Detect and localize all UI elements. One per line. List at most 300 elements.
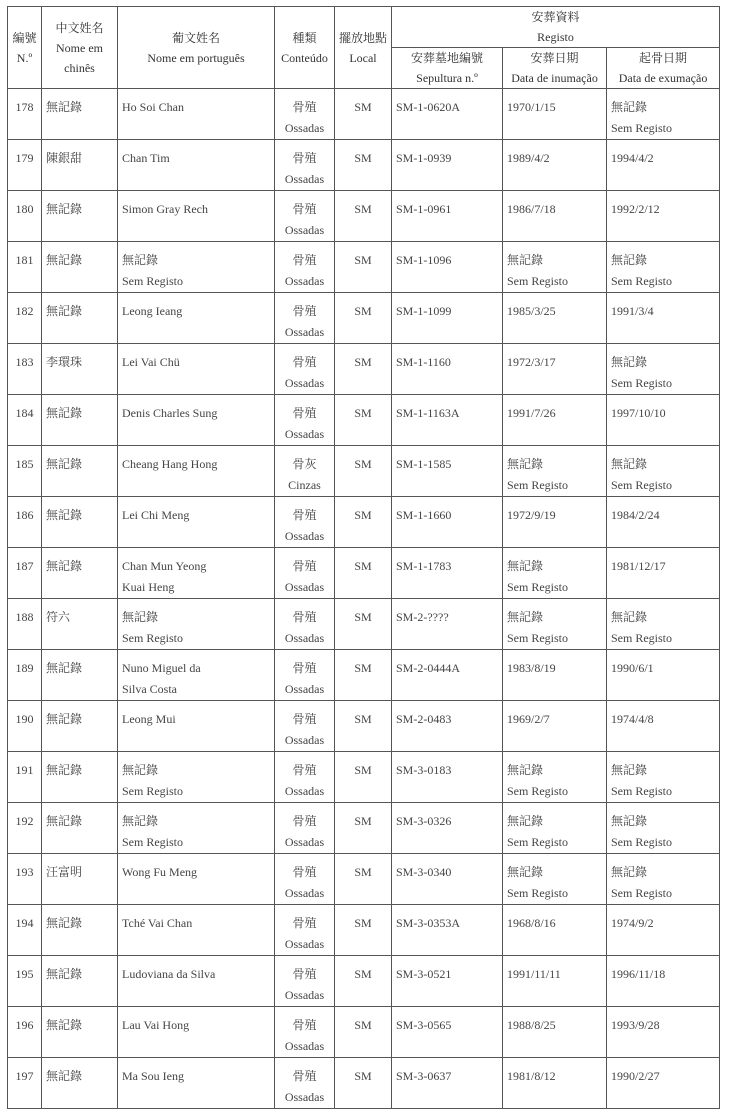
cell-grave-number: SM-1-1099 <box>392 293 503 344</box>
cell-burial-date <box>503 293 607 344</box>
header-exhumation-date <box>607 48 720 89</box>
cell-burial-date-line: Sem Registo <box>507 274 569 288</box>
cell-number: 190 <box>8 701 42 752</box>
cell-portuguese-name <box>118 395 275 446</box>
cell-burial-date-line: 1968/8/16 <box>507 916 556 930</box>
cell-content-line: Ossadas <box>284 988 325 1002</box>
cell-content-line: 骨殖 <box>292 100 317 114</box>
table-row <box>8 89 720 140</box>
cell-content <box>275 650 335 701</box>
cell-exhumation-date-line: Sem Registo <box>611 835 673 849</box>
cell-exhumation-date-line: 無記錄 <box>611 355 648 369</box>
cell-location: SM <box>335 650 392 701</box>
cell-burial-date-line: 1972/9/19 <box>507 508 556 522</box>
table-row <box>8 650 720 701</box>
cell-exhumation-date-line: 1994/4/2 <box>611 151 654 165</box>
header-content-pt: Conteúdo <box>281 50 328 65</box>
cell-content <box>275 497 335 548</box>
cell-content <box>275 854 335 905</box>
header-exhumation-date-zh: 起骨日期 <box>639 51 688 65</box>
cell-content-line: Ossadas <box>284 376 325 390</box>
cell-burial-date-line: 1981/8/12 <box>507 1069 556 1083</box>
cell-portuguese-name-line: Chan Tim <box>122 151 170 165</box>
cell-portuguese-name-line: Wong Fu Meng <box>122 865 198 879</box>
table-row <box>8 701 720 752</box>
cell-exhumation-date <box>607 89 720 140</box>
cell-exhumation-date-line: 無記錄 <box>611 814 648 828</box>
cell-portuguese-name <box>118 905 275 956</box>
cell-portuguese-name <box>118 497 275 548</box>
cell-number: 196 <box>8 1007 42 1058</box>
cell-content <box>275 140 335 191</box>
cell-location: SM <box>335 497 392 548</box>
header-chinese-name-pt2: chinês <box>64 60 95 75</box>
cell-burial-date-line: 無記錄 <box>507 763 544 777</box>
cell-portuguese-name-line: Leong Ieang <box>122 304 183 318</box>
cell-content-line: Ossadas <box>284 580 325 594</box>
cell-content-line: 骨殖 <box>292 304 317 318</box>
cell-exhumation-date <box>607 395 720 446</box>
cell-content-line: 骨殖 <box>292 814 317 828</box>
cell-content <box>275 191 335 242</box>
cell-number: 188 <box>8 599 42 650</box>
cell-exhumation-date-line: 1984/2/24 <box>611 508 660 522</box>
cell-exhumation-date-line: Sem Registo <box>611 121 673 135</box>
cell-location: SM <box>335 752 392 803</box>
cell-content-line: 骨殖 <box>292 508 317 522</box>
cell-content <box>275 395 335 446</box>
cell-burial-date-line: Sem Registo <box>507 784 569 798</box>
cell-location: SM <box>335 191 392 242</box>
cell-content-line: 骨殖 <box>292 967 317 981</box>
cell-location: SM <box>335 242 392 293</box>
cell-content <box>275 752 335 803</box>
cell-portuguese-name-line: Ludoviana da Silva <box>122 967 216 981</box>
cell-portuguese-name <box>118 752 275 803</box>
cell-content <box>275 599 335 650</box>
cell-chinese-name: 無記錄 <box>42 191 118 242</box>
header-exhumation-date-pt: Data de exumação <box>618 71 708 85</box>
cell-chinese-name: 無記錄 <box>42 905 118 956</box>
cell-burial-date-line: Sem Registo <box>507 580 569 594</box>
cell-number: 195 <box>8 956 42 1007</box>
cell-chinese-name: 無記錄 <box>42 497 118 548</box>
cell-location: SM <box>335 599 392 650</box>
cell-content-line: Ossadas <box>284 529 325 543</box>
cell-portuguese-name-line: Lau Vai Hong <box>122 1018 190 1032</box>
cell-grave-number: SM-3-0637 <box>392 1058 503 1109</box>
header-content <box>275 7 335 89</box>
header-burial-group-zh: 安葬資料 <box>531 10 580 24</box>
cell-exhumation-date-line: 無記錄 <box>611 457 648 471</box>
cell-portuguese-name <box>118 1058 275 1109</box>
cell-exhumation-date-line: Sem Registo <box>611 631 673 645</box>
table-row <box>8 191 720 242</box>
cell-location: SM <box>335 344 392 395</box>
cell-grave-number: SM-1-1163A <box>392 395 503 446</box>
cell-location: SM <box>335 1058 392 1109</box>
header-number-zh: 編號 <box>12 30 37 45</box>
cell-portuguese-name <box>118 548 275 599</box>
cell-grave-number: SM-3-0183 <box>392 752 503 803</box>
cell-burial-date <box>503 956 607 1007</box>
cell-content-line: Ossadas <box>284 733 325 747</box>
cell-portuguese-name-line: Lei Chi Meng <box>122 508 190 522</box>
header-chinese-name <box>42 7 118 89</box>
cell-portuguese-name-line: Chan Mun Yeong <box>122 559 207 573</box>
cell-exhumation-date-line: 1981/12/17 <box>611 559 666 573</box>
table-row <box>8 599 720 650</box>
header-chinese-name-zh: 中文姓名 <box>55 20 104 35</box>
cell-exhumation-date <box>607 1007 720 1058</box>
cell-burial-date <box>503 140 607 191</box>
cell-burial-date-line: 1986/7/18 <box>507 202 556 216</box>
cell-burial-date-line: Sem Registo <box>507 886 569 900</box>
cell-content <box>275 1007 335 1058</box>
header-location-pt: Local <box>349 50 377 65</box>
cell-burial-date <box>503 1007 607 1058</box>
cell-number: 185 <box>8 446 42 497</box>
cell-content <box>275 803 335 854</box>
cell-content-line: Ossadas <box>284 1039 325 1053</box>
cell-portuguese-name-line: 無記錄 <box>122 814 159 828</box>
cell-chinese-name: 無記錄 <box>42 548 118 599</box>
cell-burial-date <box>503 191 607 242</box>
cell-burial-date <box>503 752 607 803</box>
cell-burial-date <box>503 344 607 395</box>
cell-burial-date <box>503 854 607 905</box>
cell-exhumation-date <box>607 548 720 599</box>
cell-content-line: Ossadas <box>284 784 325 798</box>
header-grave-number-pt: Sepultura n.º <box>416 71 478 85</box>
cell-burial-date <box>503 497 607 548</box>
cell-grave-number: SM-1-1585 <box>392 446 503 497</box>
cell-location: SM <box>335 1007 392 1058</box>
table-row <box>8 395 720 446</box>
cell-grave-number: SM-3-0521 <box>392 956 503 1007</box>
cell-exhumation-date-line: 1996/11/18 <box>611 967 666 981</box>
cell-grave-number: SM-3-0326 <box>392 803 503 854</box>
cell-exhumation-date-line: 無記錄 <box>611 100 648 114</box>
table-row <box>8 446 720 497</box>
cell-number: 194 <box>8 905 42 956</box>
table-row <box>8 548 720 599</box>
cell-content-line: 骨殖 <box>292 202 317 216</box>
cell-exhumation-date <box>607 650 720 701</box>
cell-content-line: Ossadas <box>284 325 325 339</box>
cell-exhumation-date <box>607 599 720 650</box>
table-row <box>8 497 720 548</box>
cell-content-line: 骨殖 <box>292 355 317 369</box>
table-row <box>8 854 720 905</box>
cell-content-line: Ossadas <box>284 427 325 441</box>
cell-chinese-name: 無記錄 <box>42 752 118 803</box>
cell-content <box>275 242 335 293</box>
cell-chinese-name: 無記錄 <box>42 242 118 293</box>
table-row <box>8 344 720 395</box>
cell-content <box>275 446 335 497</box>
header-portuguese-name-zh: 葡文姓名 <box>171 30 220 45</box>
cell-content-line: Ossadas <box>284 121 325 135</box>
header-content-zh: 種類 <box>292 30 317 45</box>
cell-exhumation-date <box>607 956 720 1007</box>
table-row <box>8 242 720 293</box>
cell-chinese-name: 無記錄 <box>42 956 118 1007</box>
cell-chinese-name: 無記錄 <box>42 293 118 344</box>
cell-location: SM <box>335 854 392 905</box>
cell-burial-date <box>503 446 607 497</box>
cell-portuguese-name-line: Nuno Miguel da <box>122 661 201 675</box>
cell-number: 184 <box>8 395 42 446</box>
cell-exhumation-date-line: 無記錄 <box>611 763 648 777</box>
cell-location: SM <box>335 293 392 344</box>
cell-exhumation-date-line: Sem Registo <box>611 478 673 492</box>
cell-burial-date <box>503 599 607 650</box>
cell-exhumation-date-line: 1993/9/28 <box>611 1018 660 1032</box>
cell-burial-date-line: 1969/2/7 <box>507 712 550 726</box>
cell-location: SM <box>335 956 392 1007</box>
cell-exhumation-date <box>607 293 720 344</box>
cell-chinese-name: 無記錄 <box>42 89 118 140</box>
cell-portuguese-name-line: Leong Mui <box>122 712 176 726</box>
cell-burial-date-line: 無記錄 <box>507 559 544 573</box>
cell-number: 180 <box>8 191 42 242</box>
cell-exhumation-date-line: 1990/6/1 <box>611 661 654 675</box>
cell-portuguese-name <box>118 956 275 1007</box>
header-location-zh: 擺放地點 <box>338 30 387 45</box>
cell-grave-number: SM-1-0961 <box>392 191 503 242</box>
cell-burial-date <box>503 395 607 446</box>
header-burial-date <box>503 48 607 89</box>
cell-exhumation-date <box>607 854 720 905</box>
cell-exhumation-date-line: Sem Registo <box>611 274 673 288</box>
cell-location: SM <box>335 905 392 956</box>
cell-content-line: Ossadas <box>284 886 325 900</box>
cell-number: 189 <box>8 650 42 701</box>
cell-burial-date <box>503 242 607 293</box>
cell-portuguese-name-line: Ho Soi Chan <box>122 100 185 114</box>
cell-burial-date-line: 1991/11/11 <box>507 967 561 981</box>
cell-content-line: 骨殖 <box>292 865 317 879</box>
header-burial-group <box>392 7 720 48</box>
cell-portuguese-name <box>118 293 275 344</box>
cell-content-line: Ossadas <box>284 835 325 849</box>
cell-burial-date-line: Sem Registo <box>507 835 569 849</box>
cell-portuguese-name-line: Tché Vai Chan <box>122 916 193 930</box>
cell-portuguese-name-line: Lei Vai Chü <box>122 355 180 369</box>
cell-portuguese-name <box>118 344 275 395</box>
cell-exhumation-date-line: 1991/3/4 <box>611 304 654 318</box>
table-row <box>8 1007 720 1058</box>
header-grave-number-zh: 安葬墓地編號 <box>410 51 483 65</box>
cell-content <box>275 548 335 599</box>
cell-grave-number: SM-1-0620A <box>392 89 503 140</box>
header-location <box>335 7 392 89</box>
cell-burial-date-line: 1991/7/26 <box>507 406 556 420</box>
burial-records-table <box>7 6 720 1109</box>
cell-grave-number: SM-3-0340 <box>392 854 503 905</box>
cell-grave-number: SM-1-1096 <box>392 242 503 293</box>
cell-chinese-name: 無記錄 <box>42 650 118 701</box>
cell-content-line: Ossadas <box>284 1090 325 1104</box>
cell-burial-date-line: 無記錄 <box>507 814 544 828</box>
cell-portuguese-name <box>118 89 275 140</box>
cell-burial-date-line: 1970/1/15 <box>507 100 556 114</box>
header-burial-group-pt: Registo <box>537 30 574 44</box>
cell-number: 193 <box>8 854 42 905</box>
cell-exhumation-date-line: 1992/2/12 <box>611 202 660 216</box>
table-row <box>8 956 720 1007</box>
cell-burial-date <box>503 89 607 140</box>
table-row <box>8 293 720 344</box>
cell-grave-number: SM-1-1783 <box>392 548 503 599</box>
cell-chinese-name: 無記錄 <box>42 395 118 446</box>
cell-number: 183 <box>8 344 42 395</box>
table-row <box>8 905 720 956</box>
cell-chinese-name: 李環珠 <box>42 344 118 395</box>
cell-number: 191 <box>8 752 42 803</box>
cell-portuguese-name <box>118 242 275 293</box>
cell-burial-date-line: 1988/8/25 <box>507 1018 556 1032</box>
cell-chinese-name: 陳銀甜 <box>42 140 118 191</box>
cell-content-line: Ossadas <box>284 172 325 186</box>
cell-exhumation-date <box>607 905 720 956</box>
cell-content <box>275 956 335 1007</box>
cell-exhumation-date-line: 無記錄 <box>611 610 648 624</box>
cell-exhumation-date <box>607 446 720 497</box>
cell-exhumation-date <box>607 191 720 242</box>
cell-burial-date-line: Sem Registo <box>507 631 569 645</box>
cell-content-line: Ossadas <box>284 223 325 237</box>
cell-chinese-name: 無記錄 <box>42 1058 118 1109</box>
cell-content <box>275 344 335 395</box>
cell-content-line: 骨殖 <box>292 559 317 573</box>
cell-number: 192 <box>8 803 42 854</box>
cell-chinese-name: 無記錄 <box>42 1007 118 1058</box>
cell-number: 197 <box>8 1058 42 1109</box>
cell-portuguese-name <box>118 446 275 497</box>
cell-grave-number: SM-2-0483 <box>392 701 503 752</box>
cell-content-line: Ossadas <box>284 937 325 951</box>
cell-content <box>275 293 335 344</box>
cell-chinese-name: 無記錄 <box>42 446 118 497</box>
cell-portuguese-name-line: 無記錄 <box>122 763 159 777</box>
header-grave-number <box>392 48 503 89</box>
cell-content-line: 骨殖 <box>292 763 317 777</box>
cell-exhumation-date-line: Sem Registo <box>611 784 673 798</box>
cell-burial-date-line: 無記錄 <box>507 457 544 471</box>
header-portuguese-name <box>118 7 275 89</box>
cell-burial-date-line: 1972/3/17 <box>507 355 556 369</box>
cell-content-line: Ossadas <box>284 682 325 696</box>
cell-number: 187 <box>8 548 42 599</box>
cell-portuguese-name-line: Ma Sou Ieng <box>122 1069 184 1083</box>
cell-location: SM <box>335 446 392 497</box>
cell-content-line: 骨殖 <box>292 1018 317 1032</box>
cell-content <box>275 905 335 956</box>
cell-burial-date-line: Sem Registo <box>507 478 569 492</box>
cell-portuguese-name-line: Denis Charles Sung <box>122 406 218 420</box>
cell-content-line: 骨灰 <box>292 457 317 471</box>
cell-exhumation-date-line: 1990/2/27 <box>611 1069 660 1083</box>
cell-content-line: 骨殖 <box>292 712 317 726</box>
cell-grave-number: SM-3-0565 <box>392 1007 503 1058</box>
cell-portuguese-name <box>118 701 275 752</box>
cell-grave-number: SM-1-0939 <box>392 140 503 191</box>
cell-chinese-name: 符六 <box>42 599 118 650</box>
cell-exhumation-date-line: 無記錄 <box>611 865 648 879</box>
cell-content-line: 骨殖 <box>292 916 317 930</box>
table-row <box>8 803 720 854</box>
cell-exhumation-date <box>607 497 720 548</box>
cell-exhumation-date <box>607 752 720 803</box>
cell-portuguese-name <box>118 191 275 242</box>
cell-number: 181 <box>8 242 42 293</box>
cell-exhumation-date <box>607 1058 720 1109</box>
cell-location: SM <box>335 89 392 140</box>
cell-content <box>275 1058 335 1109</box>
cell-portuguese-name <box>118 140 275 191</box>
cell-chinese-name: 無記錄 <box>42 701 118 752</box>
cell-content-line: Ossadas <box>284 274 325 288</box>
cell-exhumation-date-line: 1997/10/10 <box>611 406 666 420</box>
cell-number: 186 <box>8 497 42 548</box>
header-chinese-name-pt1: Nome em <box>56 40 103 55</box>
cell-portuguese-name <box>118 854 275 905</box>
cell-number: 182 <box>8 293 42 344</box>
cell-portuguese-name-line: Sem Registo <box>122 835 184 849</box>
header-number <box>8 7 42 89</box>
cell-location: SM <box>335 548 392 599</box>
cell-grave-number: SM-1-1160 <box>392 344 503 395</box>
cell-portuguese-name <box>118 1007 275 1058</box>
cell-content-line: 骨殖 <box>292 610 317 624</box>
cell-grave-number: SM-2-0444A <box>392 650 503 701</box>
cell-burial-date <box>503 650 607 701</box>
table-header <box>8 7 720 89</box>
cell-portuguese-name-line: Kuai Heng <box>122 580 175 594</box>
cell-exhumation-date <box>607 701 720 752</box>
cell-portuguese-name-line: Silva Costa <box>122 682 178 696</box>
cell-content-line: 骨殖 <box>292 1069 317 1083</box>
cell-content-line: 骨殖 <box>292 661 317 675</box>
cell-content <box>275 701 335 752</box>
cell-burial-date <box>503 905 607 956</box>
cell-content-line: 骨殖 <box>292 406 317 420</box>
cell-grave-number: SM-2-???? <box>392 599 503 650</box>
cell-exhumation-date-line: 1974/4/8 <box>611 712 654 726</box>
cell-grave-number: SM-3-0353A <box>392 905 503 956</box>
cell-location: SM <box>335 701 392 752</box>
cell-chinese-name: 無記錄 <box>42 803 118 854</box>
cell-exhumation-date <box>607 242 720 293</box>
cell-portuguese-name-line: 無記錄 <box>122 253 159 267</box>
cell-content-line: Ossadas <box>284 631 325 645</box>
cell-burial-date-line: 1989/4/2 <box>507 151 550 165</box>
cell-location: SM <box>335 140 392 191</box>
cell-grave-number: SM-1-1660 <box>392 497 503 548</box>
cell-number: 179 <box>8 140 42 191</box>
cell-portuguese-name-line: 無記錄 <box>122 610 159 624</box>
cell-portuguese-name-line: Simon Gray Rech <box>122 202 208 216</box>
cell-content-line: Cinzas <box>288 478 321 492</box>
cell-exhumation-date-line: Sem Registo <box>611 376 673 390</box>
table-row <box>8 140 720 191</box>
cell-burial-date <box>503 803 607 854</box>
cell-burial-date-line: 1983/8/19 <box>507 661 556 675</box>
cell-portuguese-name-line: Sem Registo <box>122 631 184 645</box>
cell-chinese-name: 汪富明 <box>42 854 118 905</box>
